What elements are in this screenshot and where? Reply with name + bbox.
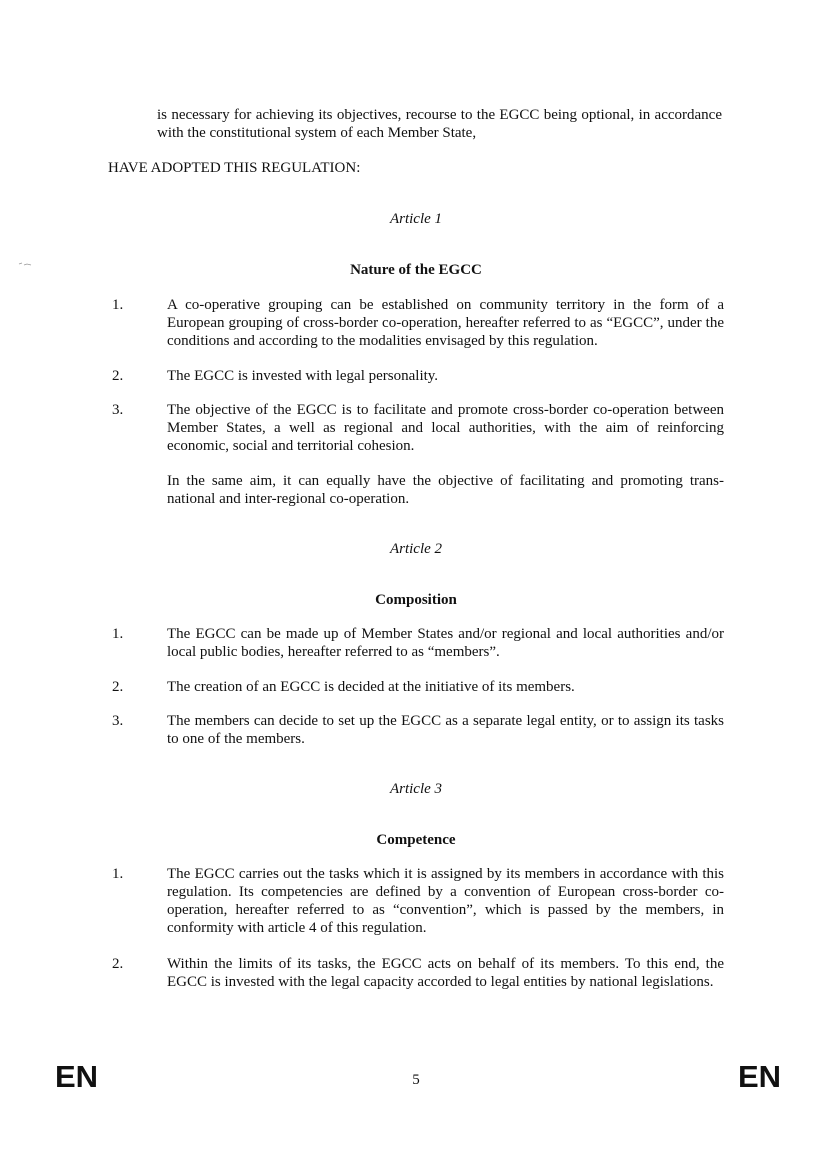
- item-text: The objective of the EGCC is to facilitate and promote cross-border co-operation between Member States, a well as regional and local authorities, with the aim of reinforcing economic, social and territorial cohesion.: [167, 402, 724, 454]
- item-number: 1.: [112, 626, 124, 642]
- item-text: The creation of an EGCC is decided at the initiative of its members.: [167, 679, 575, 695]
- article-1-heading: Nature of the EGCC: [350, 262, 482, 278]
- article-2-item-1: [108, 625, 724, 661]
- article-2-label: Article 2: [389, 541, 443, 557]
- item-number: 2.: [112, 956, 124, 972]
- item-text: The EGCC carries out the tasks which it is assigned by its members in accordance with this regulation. Its competencies are defined by a convention of European cross-border co-operation, hereafter referred to as “convention”, which is passed by the members, in conformity with article 4 of this regulation.: [167, 866, 724, 936]
- article-1-item-1: [108, 296, 724, 350]
- article-1-extra-paragraph: In the same aim, it can equally have the objective of facilitating and promoting trans-national and inter-regional co-operation.: [167, 473, 724, 507]
- article-1-item-3: [108, 401, 724, 455]
- adopted-statement: HAVE ADOPTED THIS REGULATION:: [108, 160, 361, 176]
- item-number: 1.: [112, 297, 124, 313]
- footer-language-code-right: EN: [738, 1059, 782, 1094]
- item-number: 2.: [112, 679, 124, 695]
- item-text: The EGCC is invested with legal personality.: [167, 368, 439, 384]
- item-text: Within the limits of its tasks, the EGCC acts on behalf of its members. To this end, the EGCC is invested with the legal capacity accorded to legal entities by national legislations.: [167, 956, 724, 990]
- article-3-heading: Competence: [376, 832, 456, 848]
- footer-language-code-left: EN: [55, 1059, 99, 1094]
- item-number: 3.: [112, 402, 124, 418]
- article-3-item-1: [108, 865, 724, 937]
- article-1-label: Article 1: [389, 211, 443, 227]
- article-2-heading: Composition: [375, 592, 457, 608]
- article-2-item-3: [108, 712, 724, 748]
- item-number: 2.: [112, 368, 124, 384]
- article-2-item-2: [108, 678, 724, 696]
- article-3-label: Article 3: [389, 781, 443, 797]
- scan-artifact-mark: [18, 262, 32, 266]
- intro-paragraph: is necessary for achieving its objectives, recourse to the EGCC being optional, in accordance with the constitutional system of each Member State,: [157, 107, 722, 141]
- item-text: A co-operative grouping can be established on community territory in the form of a European grouping of cross-border co-operation, hereafter referred to as “EGCC”, under the conditions and according to the modalities envisaged by this regulation.: [167, 297, 724, 349]
- item-number: 3.: [112, 713, 124, 729]
- item-text: The members can decide to set up the EGCC as a separate legal entity, or to assign its tasks to one of the members.: [167, 713, 724, 747]
- page-number: 5: [412, 1072, 420, 1088]
- item-number: 1.: [112, 866, 124, 882]
- article-1-item-2: [108, 367, 724, 385]
- item-text: The EGCC can be made up of Member States and/or regional and local authorities and/or local public bodies, hereafter referred to as “members”.: [167, 626, 724, 660]
- article-3-item-2: [108, 955, 724, 991]
